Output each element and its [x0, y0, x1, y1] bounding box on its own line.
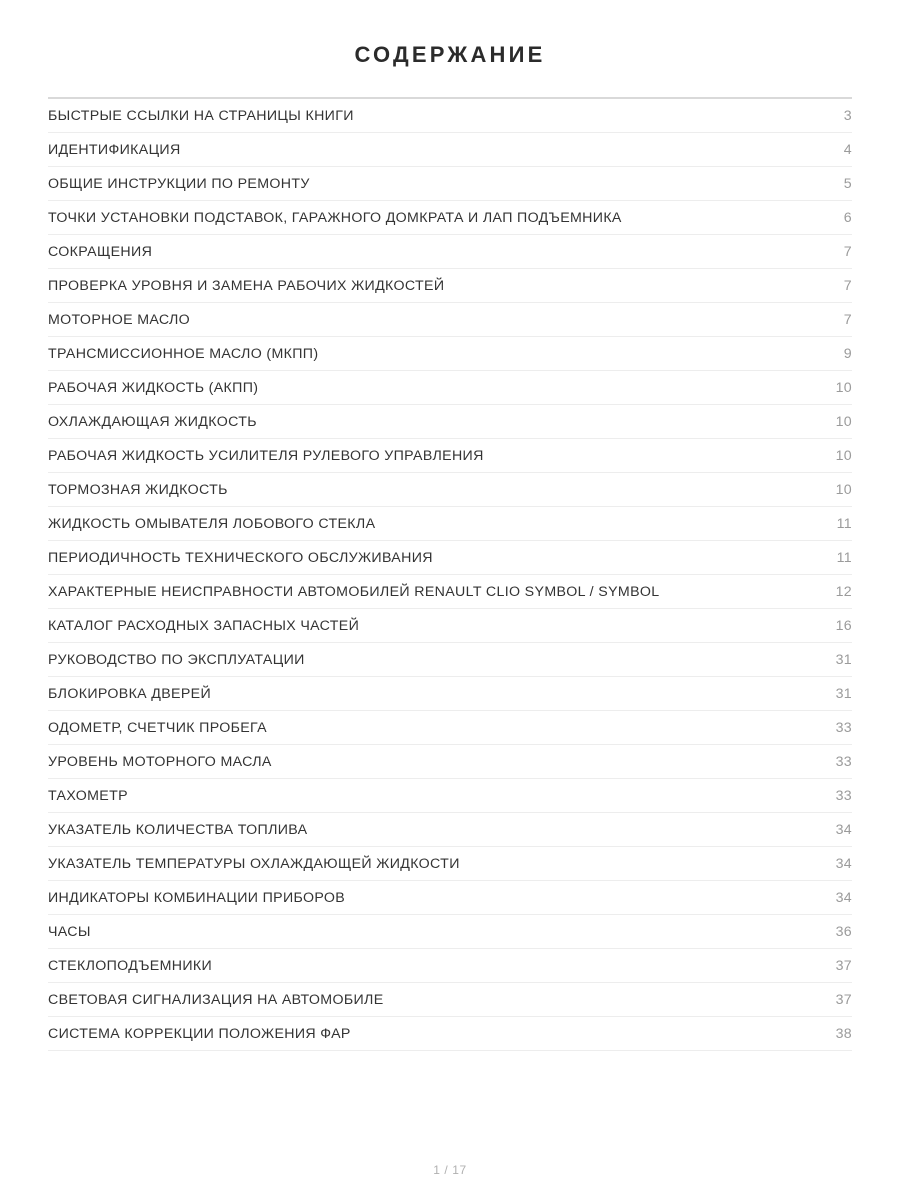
toc-entry-page-number: 7	[843, 312, 852, 328]
toc-entry-label: БЫСТРЫЕ ССЫЛКИ НА СТРАНИЦЫ КНИГИ	[48, 108, 354, 124]
toc-entry[interactable]	[48, 133, 852, 167]
toc-entry-page-number: 9	[843, 346, 852, 362]
toc-entry[interactable]	[48, 473, 852, 507]
toc-entry-label: ОХЛАЖДАЮЩАЯ ЖИДКОСТЬ	[48, 414, 257, 430]
toc-entry-page-number: 11	[836, 516, 852, 532]
toc-entry[interactable]	[48, 915, 852, 949]
toc-entry-page-number: 37	[835, 958, 852, 974]
toc-entry-page-number: 7	[843, 278, 852, 294]
toc-entry[interactable]	[48, 745, 852, 779]
toc-entry-page-number: 5	[843, 176, 852, 192]
toc-entry-page-number: 31	[835, 686, 852, 702]
toc-entry-page-number: 10	[835, 414, 852, 430]
toc-entry[interactable]	[48, 405, 852, 439]
toc-entry[interactable]	[48, 269, 852, 303]
toc-entry-page-number: 10	[835, 448, 852, 464]
toc-entry-label: УРОВЕНЬ МОТОРНОГО МАСЛА	[48, 754, 272, 770]
toc-entry-label: ОДОМЕТР, СЧЕТЧИК ПРОБЕГА	[48, 720, 267, 736]
toc-entry-label: ЧАСЫ	[48, 924, 91, 940]
toc-entry-page-number: 10	[835, 380, 852, 396]
toc-entry[interactable]	[48, 99, 852, 133]
toc-entry-label: ИНДИКАТОРЫ КОМБИНАЦИИ ПРИБОРОВ	[48, 890, 346, 906]
toc-entry[interactable]	[48, 677, 852, 711]
toc-entry-label: ЖИДКОСТЬ ОМЫВАТЕЛЯ ЛОБОВОГО СТЕКЛА	[48, 516, 376, 532]
toc-entry[interactable]	[48, 303, 852, 337]
toc-entry[interactable]	[48, 643, 852, 677]
toc-entry-page-number: 10	[835, 482, 852, 498]
toc-entry-label: ПЕРИОДИЧНОСТЬ ТЕХНИЧЕСКОГО ОБСЛУЖИВАНИЯ	[48, 550, 433, 566]
toc-entry-page-number: 16	[835, 618, 852, 634]
toc-entry-page-number: 11	[836, 550, 852, 566]
toc-list	[48, 99, 852, 1051]
toc-entry-label: БЛОКИРОВКА ДВЕРЕЙ	[48, 686, 212, 702]
toc-entry-page-number: 33	[835, 720, 852, 736]
toc-entry-label: СИСТЕМА КОРРЕКЦИИ ПОЛОЖЕНИЯ ФАР	[48, 1026, 351, 1042]
toc-entry-page-number: 33	[835, 754, 852, 770]
toc-entry-page-number: 3	[843, 108, 852, 124]
toc-entry[interactable]	[48, 371, 852, 405]
toc-entry-label: ПРОВЕРКА УРОВНЯ И ЗАМЕНА РАБОЧИХ ЖИДКОСТЕЙ	[48, 278, 445, 294]
toc-entry-label: ТОЧКИ УСТАНОВКИ ПОДСТАВОК, ГАРАЖНОГО ДОМКРАТА И ЛАП ПОДЪЕМНИКА	[48, 210, 622, 226]
toc-entry-page-number: 36	[835, 924, 852, 940]
toc-entry-page-number: 12	[835, 584, 852, 600]
toc-entry[interactable]	[48, 949, 852, 983]
toc-entry-label: ОБЩИЕ ИНСТРУКЦИИ ПО РЕМОНТУ	[48, 176, 310, 192]
toc-entry-label: УКАЗАТЕЛЬ ТЕМПЕРАТУРЫ ОХЛАЖДАЮЩЕЙ ЖИДКОСТИ	[48, 856, 460, 872]
toc-entry[interactable]	[48, 235, 852, 269]
toc-entry[interactable]	[48, 201, 852, 235]
toc-entry[interactable]	[48, 813, 852, 847]
toc-entry-label: ТОРМОЗНАЯ ЖИДКОСТЬ	[48, 482, 228, 498]
toc-entry-page-number: 33	[835, 788, 852, 804]
toc-entry-label: СТЕКЛОПОДЪЕМНИКИ	[48, 958, 213, 974]
toc-entry-page-number: 7	[843, 244, 852, 260]
toc-entry-page-number: 34	[835, 822, 852, 838]
toc-entry-label: ХАРАКТЕРНЫЕ НЕИСПРАВНОСТИ АВТОМОБИЛЕЙ RENAULT CLIO SYMBOL / SYMBOL	[48, 584, 660, 600]
toc-entry-label: КАТАЛОГ РАСХОДНЫХ ЗАПАСНЫХ ЧАСТЕЙ	[48, 618, 360, 634]
toc-entry-page-number: 37	[835, 992, 852, 1008]
table-of-contents	[0, 97, 900, 1051]
toc-entry[interactable]	[48, 983, 852, 1017]
toc-entry-label: СВЕТОВАЯ СИГНАЛИЗАЦИЯ НА АВТОМОБИЛЕ	[48, 992, 384, 1008]
toc-entry[interactable]	[48, 507, 852, 541]
toc-entry[interactable]	[48, 575, 852, 609]
toc-entry-label: СОКРАЩЕНИЯ	[48, 244, 153, 260]
toc-entry[interactable]	[48, 337, 852, 371]
toc-entry-label: РАБОЧАЯ ЖИДКОСТЬ УСИЛИТЕЛЯ РУЛЕВОГО УПРАВЛЕНИЯ	[48, 448, 484, 464]
toc-entry[interactable]	[48, 167, 852, 201]
toc-entry-label: ИДЕНТИФИКАЦИЯ	[48, 142, 181, 158]
toc-entry[interactable]	[48, 609, 852, 643]
toc-entry-page-number: 4	[843, 142, 852, 158]
toc-entry-page-number: 6	[843, 210, 852, 226]
toc-entry[interactable]	[48, 881, 852, 915]
toc-entry-label: МОТОРНОЕ МАСЛО	[48, 312, 191, 328]
toc-entry[interactable]	[48, 541, 852, 575]
toc-entry-page-number: 34	[835, 890, 852, 906]
toc-entry-page-number: 38	[835, 1026, 852, 1042]
toc-entry[interactable]	[48, 1017, 852, 1051]
toc-entry[interactable]	[48, 847, 852, 881]
toc-entry-page-number: 31	[835, 652, 852, 668]
page-pagination: 1 / 17	[433, 1163, 467, 1177]
toc-entry[interactable]	[48, 439, 852, 473]
toc-entry-label: РУКОВОДСТВО ПО ЭКСПЛУАТАЦИИ	[48, 652, 305, 668]
page-footer	[0, 1140, 900, 1200]
toc-entry-label: РАБОЧАЯ ЖИДКОСТЬ (АКПП)	[48, 380, 259, 396]
toc-entry[interactable]	[48, 779, 852, 813]
toc-entry-label: ТРАНСМИССИОННОЕ МАСЛО (МКПП)	[48, 346, 319, 362]
toc-entry-label: УКАЗАТЕЛЬ КОЛИЧЕСТВА ТОПЛИВА	[48, 822, 308, 838]
toc-entry[interactable]	[48, 711, 852, 745]
page-title: СОДЕРЖАНИЕ	[354, 42, 546, 67]
toc-entry-label: ТАХОМЕТР	[48, 788, 128, 804]
toc-entry-page-number: 34	[835, 856, 852, 872]
